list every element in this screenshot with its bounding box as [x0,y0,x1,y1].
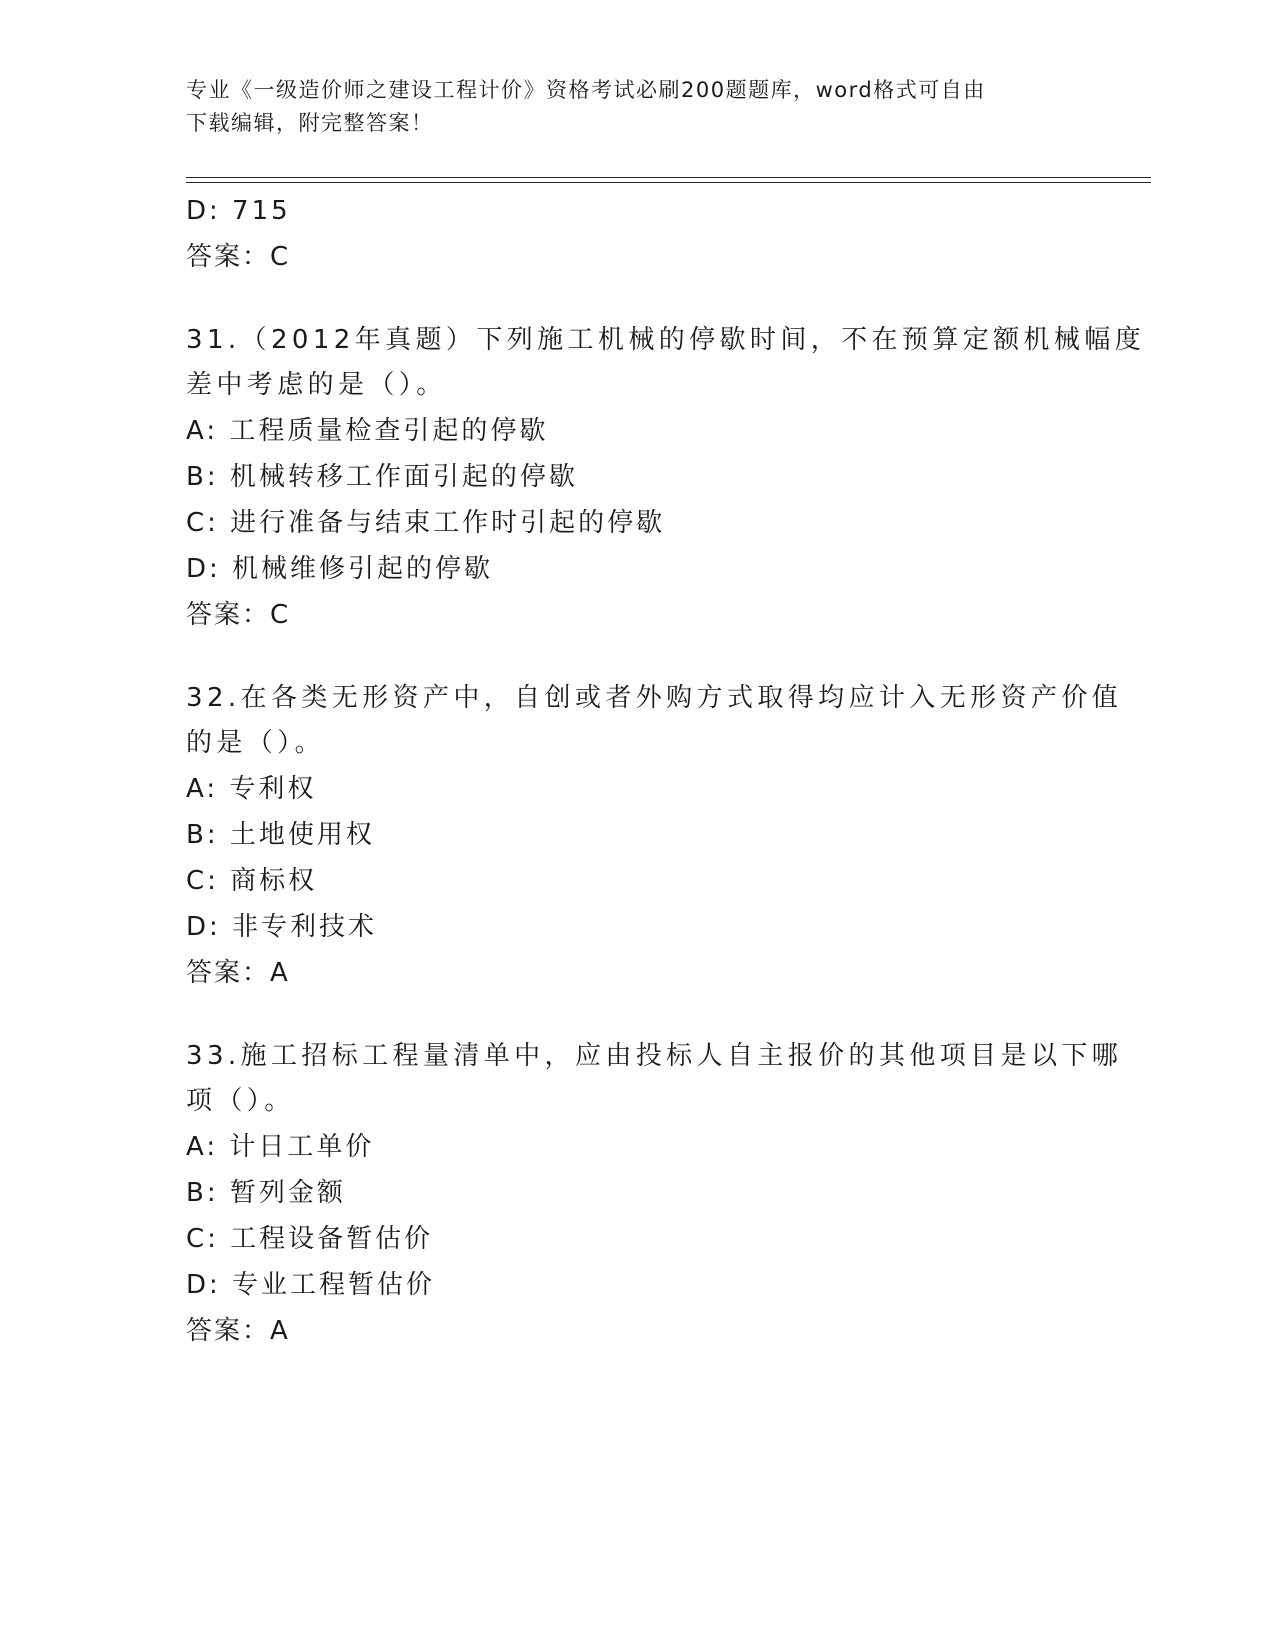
question-stem [186,1034,1123,1124]
question-stem [186,676,1123,766]
option-c: C: 进行准备与结束工作时引起的停歇 [186,508,666,538]
option-b: B: 土地使用权 [186,820,375,850]
option-b: B: 机械转移工作面引起的停歇 [186,462,578,492]
question-content [186,188,1146,1354]
answer-line: 答案：A [186,1316,290,1346]
option-a: A: 工程质量检查引起的停歇 [186,416,549,446]
header-line-1: 专业《一级造价师之建设工程计价》资格考试必刷200题题库，word格式可自由 [186,78,986,102]
page-header [186,74,1066,140]
question-stem-line-2: 项（）。 [186,1086,295,1116]
answer-line: 答案：C [186,242,291,272]
header-divider-bottom [186,182,1151,183]
header-divider-top [186,177,1151,178]
question-stem-line-2: 的是（）。 [186,728,326,758]
question-stem-line-2: 差中考虑的是（）。 [186,370,447,400]
question-33 [186,1034,1123,1354]
question-stem-line-1: 32.在各类无形资产中，自创或者外购方式取得均应计入无形资产价值 [186,683,1123,713]
option-d: D: 715 [186,196,291,226]
option-a: A: 专利权 [186,774,317,804]
option-d: D: 专业工程暂估价 [186,1270,436,1300]
question-stem [186,318,1146,408]
option-d: D: 机械维修引起的停歇 [186,554,494,584]
question-stem-line-1: 33.施工招标工程量清单中，应由投标人自主报价的其他项目是以下哪 [186,1041,1123,1071]
option-a: A: 计日工单价 [186,1132,375,1162]
answer-line: 答案：A [186,958,290,988]
answer-line: 答案：C [186,600,291,630]
header-line-2: 下载编辑，附完整答案！ [186,111,434,135]
question-31 [186,318,1146,638]
question-32 [186,676,1123,996]
option-c: C: 工程设备暂估价 [186,1224,434,1254]
previous-question-tail [186,188,1086,280]
option-c: C: 商标权 [186,866,318,896]
question-stem-line-1: 31.（2012年真题）下列施工机械的停歇时间，不在预算定额机械幅度 [186,325,1146,355]
option-d: D: 非专利技术 [186,912,378,942]
option-b: B: 暂列金额 [186,1178,346,1208]
